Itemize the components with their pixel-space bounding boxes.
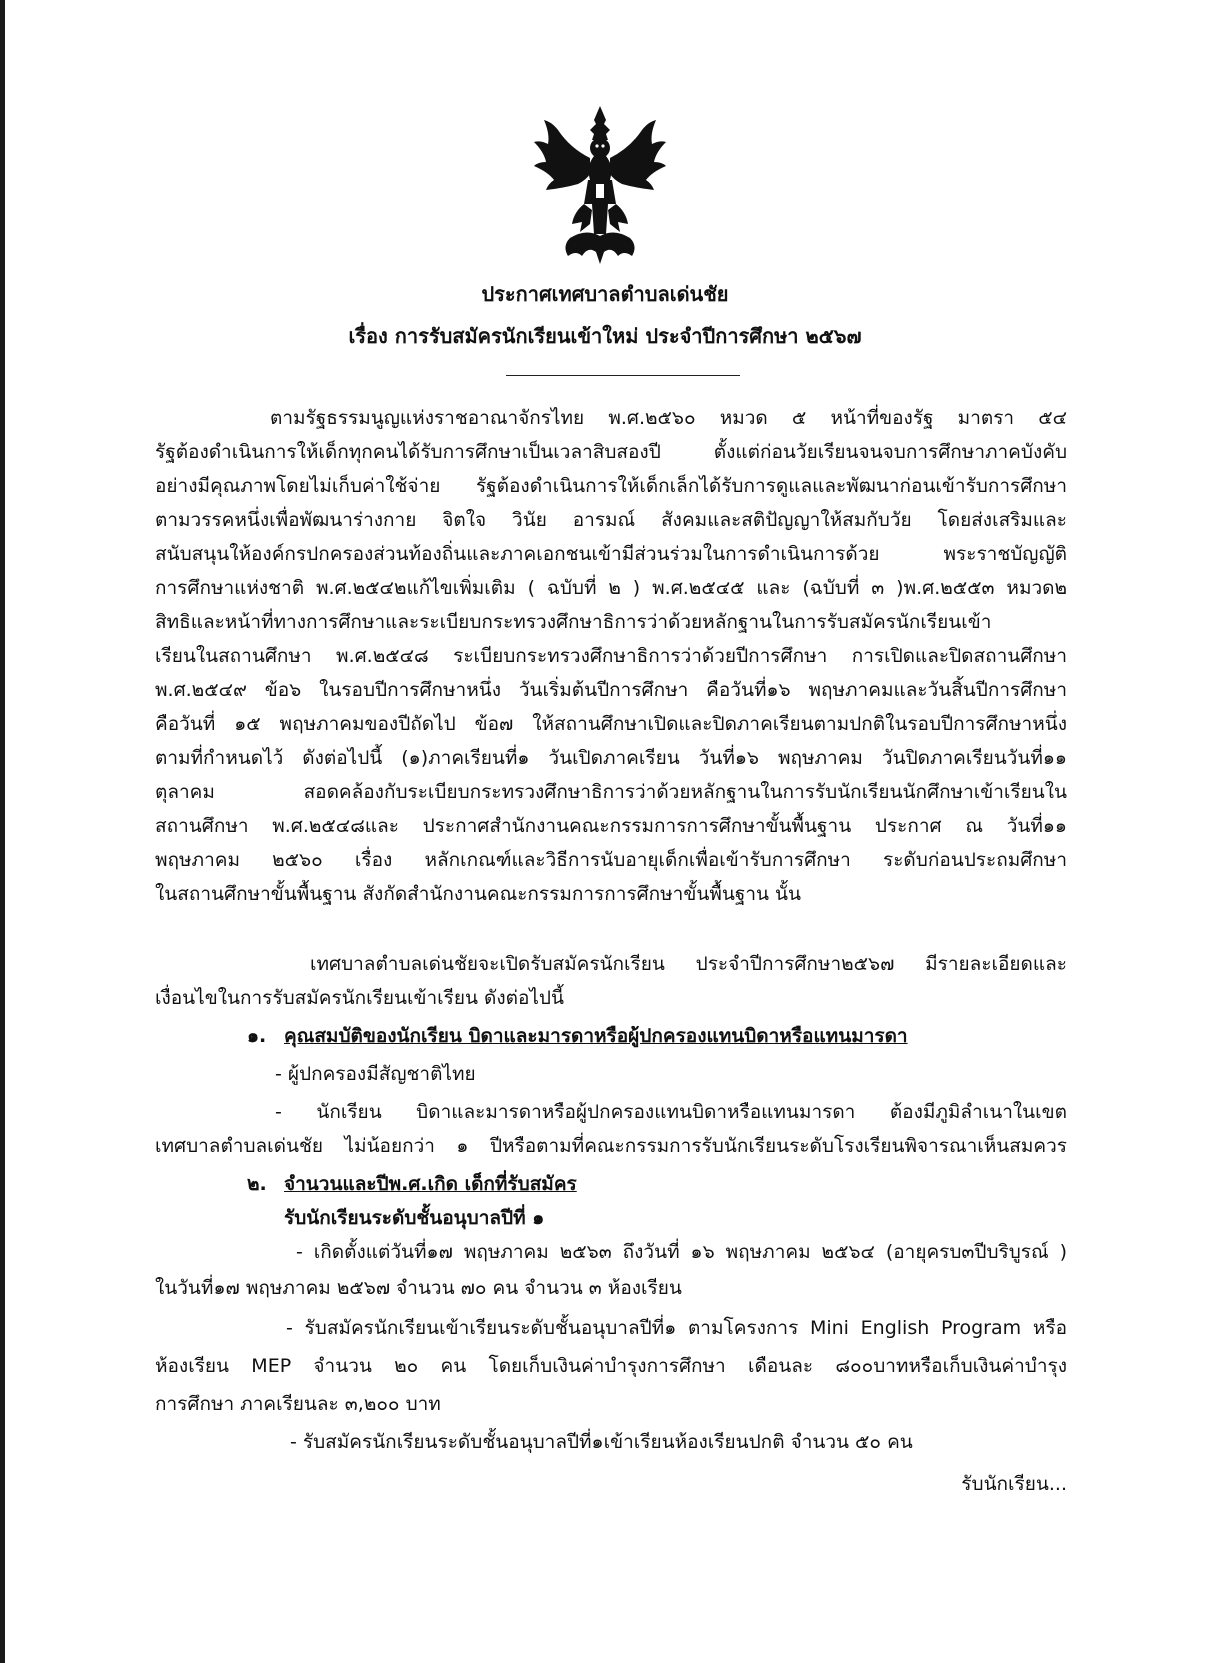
paragraph-line: พ.ศ.๒๕๔๙ ข้อ๖ ในรอบปีการศึกษาหนึ่ง วันเริ่มต้นปีการศึกษา คือวันที่๑๖ พฤษภาคมและวันสิ้นปีการศึกษา: [155, 679, 1067, 701]
section-1-heading: คุณสมบัติของนักเรียน บิดาและมารดาหรือผู้ปกครองแทนบิดาหรือแทนมารดา: [284, 1025, 908, 1047]
section-1-bullet: - นักเรียน บิดาและมารดาหรือผู้ปกครองแทนบิดาหรือแทนมารดา ต้องมีภูมิลำเนาในเขต: [275, 1101, 1067, 1123]
section-2-subheading: รับนักเรียนระดับชั้นอนุบาลปีที่ ๑: [284, 1207, 545, 1229]
paragraph-line: สนับสนุนให้องค์กรปกครองส่วนท้องถิ่นและภาคเอกชนเข้ามีส่วนร่วมในการดำเนินการด้วย พระราชบัญญัติ: [155, 543, 1067, 565]
section-2-item-continuation: การศึกษา ภาคเรียนละ ๓,๒๐๐ บาท: [155, 1393, 441, 1415]
section-2-item-continuation: ในวันที่๑๗ พฤษภาคม ๒๕๖๗ จำนวน ๗๐ คน จำนวน ๓ ห้องเรียน: [155, 1277, 682, 1299]
paragraph-line: เทศบาลตำบลเด่นชัยจะเปิดรับสมัครนักเรียน ประจำปีการศึกษา๒๕๖๗ มีรายละเอียดและ: [310, 953, 1067, 975]
continuation-marker: รับนักเรียน...: [961, 1473, 1067, 1495]
paragraph-line: คือวันที่ ๑๕ พฤษภาคมของปีถัดไป ข้อ๗ ให้สถานศึกษาเปิดและปิดภาคเรียนตามปกติในรอบปีการศึกษาหนึ่ง: [155, 713, 1067, 735]
paragraph-line: ตุลาคม สอดคล้องกับระเบียบกระทรวงศึกษาธิการว่าด้วยหลักฐานในการรับนักเรียนนักศึกษาเข้าเรียนใน: [155, 781, 1067, 803]
garuda-emblem-icon: [530, 100, 670, 272]
section-2-item-continuation: ห้องเรียน MEP จำนวน ๒๐ คน โดยเก็บเงินค่าบำรุงการศึกษา เดือนละ ๘๐๐บาทหรือเก็บเงินค่าบำรุง: [155, 1355, 1067, 1377]
paragraph-line: ตามรัฐธรรมนูญแห่งราชอาณาจักรไทย พ.ศ.๒๕๖๐ หมวด ๕ หน้าที่ของรัฐ มาตรา ๕๔: [270, 407, 1067, 429]
paragraph-line: สถานศึกษา พ.ศ.๒๕๔๘และ ประกาศสำนักงานคณะกรรมการการศึกษาขั้นพื้นฐาน ประกาศ ณ วันที่๑๑: [155, 815, 1067, 837]
document-title: ประกาศเทศบาลตำบลเด่นชัย: [481, 282, 729, 306]
paragraph-line: รัฐต้องดำเนินการให้เด็กทุกคนได้รับการศึกษาเป็นเวลาสิบสองปี ตั้งแต่ก่อนวัยเรียนจนจบการศึกษาภาคบังคับ: [155, 441, 1067, 463]
section-2-number: ๒.: [247, 1173, 267, 1195]
section-2-item: - รับสมัครนักเรียนเข้าเรียนระดับชั้นอนุบาลปีที่๑ ตามโครงการ Mini English Program หรือ: [286, 1317, 1067, 1339]
paragraph-line: ตามที่กำหนดไว้ ดังต่อไปนี้ (๑)ภาคเรียนที่๑ วันเปิดภาคเรียน วันที่๑๖ พฤษภาคม วันปิดภาคเรียนวันที่๑๑: [155, 747, 1067, 769]
section-2-heading: จำนวนและปีพ.ศ.เกิด เด็กที่รับสมัคร: [284, 1173, 577, 1195]
section-2-item: - รับสมัครนักเรียนระดับชั้นอนุบาลปีที่๑เข้าเรียนห้องเรียนปกติ จำนวน ๕๐ คน: [290, 1431, 913, 1453]
scan-edge-shadow: [0, 0, 5, 1663]
paragraph-line: การศึกษาแห่งชาติ พ.ศ.๒๕๔๒แก้ไขเพิ่มเติม ( ฉบับที่ ๒ ) พ.ศ.๒๕๔๕ และ (ฉบับที่ ๓ )พ.ศ.๒๕๕๓ หมวด๒: [155, 577, 1067, 599]
paragraph-line: อย่างมีคุณภาพโดยไม่เก็บค่าใช้จ่าย รัฐต้องดำเนินการให้เด็กเล็กได้รับการดูแลและพัฒนาก่อนเข้ารับการศึกษา: [155, 475, 1067, 497]
title-divider: [506, 375, 740, 376]
paragraph-line: ในสถานศึกษาขั้นพื้นฐาน สังกัดสำนักงานคณะกรรมการการศึกษาขั้นพื้นฐาน นั้น: [155, 883, 801, 905]
document-subject: เรื่อง การรับสมัครนักเรียนเข้าใหม่ ประจำปีการศึกษา ๒๕๖๗: [348, 324, 862, 348]
paragraph-line: สิทธิและหน้าที่ทางการศึกษาและระเบียบกระทรวงศึกษาธิการว่าด้วยหลักฐานในการรับสมัครนักเรียนเข้า: [155, 611, 992, 633]
section-1-bullet: - ผู้ปกครองมีสัญชาติไทย: [275, 1063, 476, 1085]
paragraph-line: ตามวรรคหนึ่งเพื่อพัฒนาร่างกาย จิตใจ วินัย อารมณ์ สังคมและสติปัญญาให้สมกับวัย โดยส่งเสริมและ: [155, 509, 1067, 531]
section-2-item: - เกิดตั้งแต่วันที่๑๗ พฤษภาคม ๒๕๖๓ ถึงวันที่ ๑๖ พฤษภาคม ๒๕๖๔ (อายุครบ๓ปีบริบูรณ์ ): [296, 1241, 1067, 1263]
paragraph-line: เรียนในสถานศึกษา พ.ศ.๒๕๔๘ ระเบียบกระทรวงศึกษาธิการว่าด้วยปีการศึกษา การเปิดและปิดสถานศึกษา: [155, 645, 1067, 667]
section-1-number: ๑.: [247, 1025, 267, 1047]
paragraph-line: เงื่อนไขในการรับสมัครนักเรียนเข้าเรียน ดังต่อไปนี้: [155, 987, 564, 1009]
section-1-bullet-continuation: เทศบาลตำบลเด่นชัย ไม่น้อยกว่า ๑ ปีหรือตามที่คณะกรรมการรับนักเรียนระดับโรงเรียนพิจารณาเห็นสมควร: [155, 1135, 1067, 1157]
paragraph-line: พฤษภาคม ๒๕๖๐ เรื่อง หลักเกณฑ์และวิธีการนับอายุเด็กเพื่อเข้ารับการศึกษา ระดับก่อนประถมศึกษา: [155, 849, 1067, 871]
